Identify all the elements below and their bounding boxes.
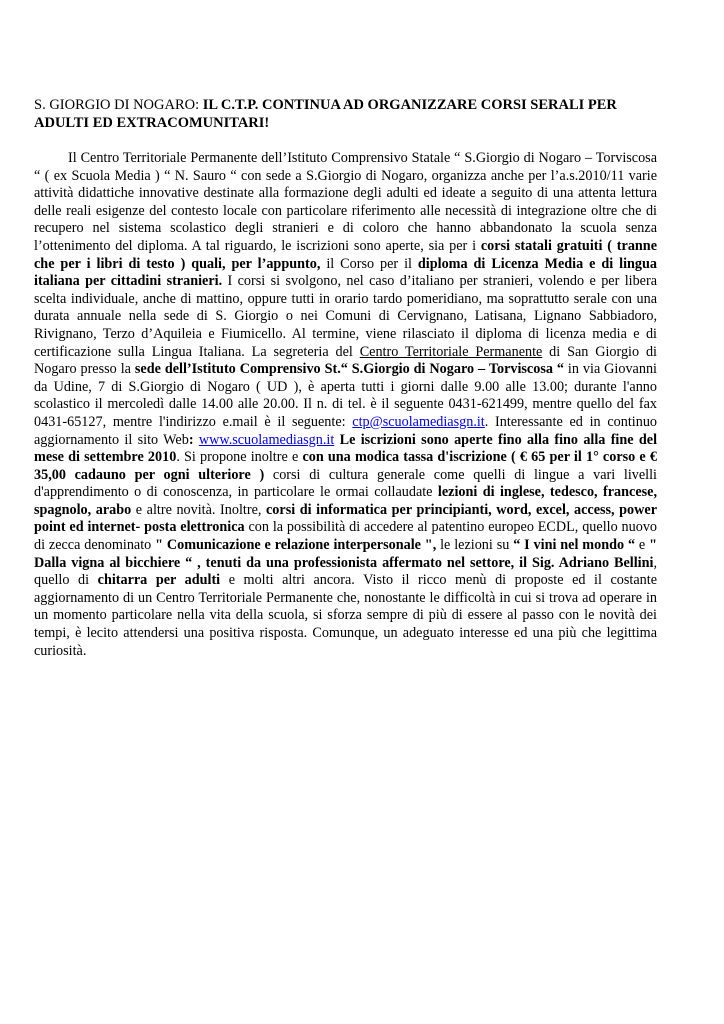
free-courses-highlight: corsi statali gratuiti ( tranne che per i libri di testo ) quali, per l’appunto, (34, 237, 657, 272)
body-text-11: le lezioni su (436, 537, 514, 554)
vineyard-course-highlight: " Dalla vigna al bicchiere “ , tenuti da una professionista affermato nel settore, il Sig. Adriano Bellini (34, 537, 657, 571)
body-text-12: e (635, 537, 650, 554)
heading-title: IL C.T.P. CONTINUA AD ORGANIZZARE CORSI SERALI PER ADULTI ED EXTRACOMUNITARI! (34, 97, 617, 131)
ctp-name-underlined: Centro Territoriale Permanente (359, 343, 543, 360)
body-text-14: e molti altri ancora. Visto il ricco menù di proposte ed il costante aggiornamento di un Centro Territoriale Permanente che, nonostante le difficoltà in cui si trova ad operare in un momento particolare nella vita della scuola, si sforza sempre di più di essere al passo con le novità dei tempi, è lecito attendersi una positiva risposta. Comunque, un adeguato interesse ed una più che legittima curiosità. (34, 572, 657, 659)
heading-location: S. GIORGIO DI NOGARO: (34, 97, 203, 113)
body-text-3: I corsi si svolgono, nel caso d’italiano per stranieri, volendo e per libera scelta individuale, anche di mattino, oppure tutti in orario tardo pomeridiano, ma soprattutto serale con una durata annuale nella sede di S. Giorgio o nei Comuni di Cervignano, Latisana, Lignano Sabbiadoro, Rivignano, Terzo d’Aquileia e Fiumicello. Al termine, viene rilasciato il diploma di licenza media e di certificazione sulla Lingua Italiana. La segreteria del (34, 273, 657, 360)
fee-highlight: con una modica tassa d'iscrizione ( € 65 per il 1° corso e € 35,00 cadauno per ogni ulteriore ) (34, 449, 657, 483)
wine-course-highlight: “ I vini nel mondo “ (513, 537, 636, 554)
document-page (34, 96, 657, 660)
diploma-highlight: diploma di Licenza Media e di lingua italiana per cittadini stranieri. (34, 255, 658, 290)
language-lessons-highlight: lezioni di inglese, tedesco, francese, spagnolo, arabo (34, 484, 657, 518)
enrollment-deadline-highlight: Le iscrizioni sono aperte fino alla fino alla fine del mese di settembre 2010 (34, 431, 658, 466)
article-body (34, 150, 657, 660)
body-text-1: Il Centro Territoriale Permanente dell’Istituto Comprensivo Statale “ S.Giorgio di Nogaro – Torviscosa “ ( ex Scuola Media ) “ N. Sauro “ con sede a S.Giorgio di Nogaro, organizza anche per l’a.s.2010/11 varie attività didattiche innovative destinate alla formazione degli adulti ed ideate a seguito di una attenta lettura delle reali esigenze del contesto locale con particolare riferimento alle necessità di integrazione oltre che di recupero nel sistema scolastico degli stranieri e di coloro che hanno abbandonato la scuola senza l’ottenimento del diploma. A tal riguardo, le iscrizioni sono aperte, sia per i (34, 150, 657, 254)
article-heading (34, 96, 657, 132)
body-text-8: corsi di cultura generale come quelli di lingue a vari livelli d'apprendimento o di conoscenza, in particolare le ormai collaudate (34, 466, 657, 501)
guitar-course-highlight: chitarra per adulti (97, 572, 221, 589)
body-text-7: . Si propone inoltre e (176, 449, 303, 466)
email-link[interactable]: ctp@scuolamediasgn.it (352, 413, 485, 430)
website-link[interactable]: www.scuolamediasgn.it (198, 431, 335, 448)
web-colon: : (188, 431, 194, 448)
body-text-2: il Corso per il (320, 255, 418, 272)
body-text-4: di San Giorgio di Nogaro presso la (34, 343, 657, 378)
body-text-10: con la possibilità di accedere al patentino europeo ECDL, quello nuovo di zecca denominato (34, 519, 658, 554)
communication-course-highlight: " Comunicazione e relazione interpersonale ", (155, 537, 437, 554)
body-text-5: in via Giovanni da Udine, 7 di S.Giorgio di Nogaro ( UD ), è aperta tutti i giorni dalle 9.00 alle 13.00; durante l'anno scolastico il mercoledì dalle 14.00 alle 20.00. Il n. di tel. è il seguente 0431-621499, mentre quello del fax 0431-65127, mentre l'indirizzo e.mail è il seguente: (34, 361, 657, 430)
body-text-13: , quello di (34, 554, 657, 589)
computer-courses-highlight: corsi di informatica per principianti, word, excel, access, power point ed internet- posta elettronica (34, 501, 657, 536)
body-text-6: . Interessante ed in continuo aggiornamento il sito Web (34, 413, 658, 448)
body-text-9: e altre novità. Inoltre, (131, 501, 266, 518)
school-address-highlight: sede dell’Istituto Comprensivo St.“ S.Giorgio di Nogaro – Torviscosa “ (134, 361, 564, 378)
